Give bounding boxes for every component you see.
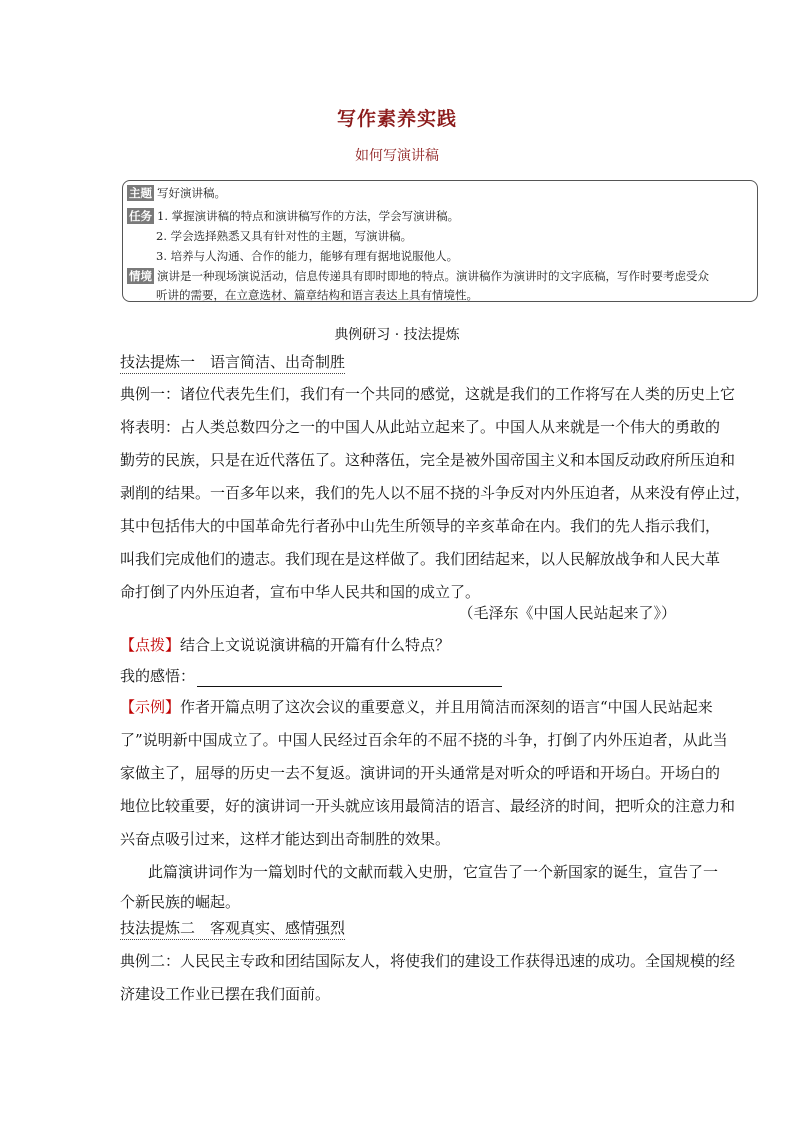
hint-text: 结合上文说说演讲稿的开篇有什么特点？ xyxy=(180,636,451,654)
section-title: 典例研习 · 技法提炼 xyxy=(334,327,460,343)
task-item-3: 3. 培养与人沟通、合作的能力，能够有理有据地说服他人。 xyxy=(156,249,459,263)
context-tag: 情境 xyxy=(129,269,152,283)
sample-line: 了”说明新中国成立了。中国人民经过百余年的不屈不挠的斗争，打倒了内外压迫者，从此当 xyxy=(120,731,728,749)
example1-line: 将表明：占人类总数四分之一的中国人从此站立起来了。中国人从来就是一个伟大的勇敢的 xyxy=(120,418,721,436)
example1-line: 勤劳的民族，只是在近代落伍了。这种落伍，完全是被外国帝国主义和本国反动政府所压迫和 xyxy=(120,451,736,469)
feeling-row xyxy=(120,665,502,687)
task-item-2: 2. 学会选择熟悉又具有针对性的主题，写演讲稿。 xyxy=(156,229,413,243)
sample-line: 兴奋点吸引过来，这样才能达到出奇制胜的效果。 xyxy=(120,830,451,848)
example1-line: 典例一：诸位代表先生们，我们有一个共同的感觉，这就是我们的工作将写在人类的历史上它 xyxy=(120,385,736,403)
citation: （毛泽东《中国人民站起来了》） xyxy=(458,604,676,622)
task-item-1: 1. 掌握演讲稿的特点和演讲稿写作的方法，学会写演讲稿。 xyxy=(157,209,460,223)
example1-line: 剥削的结果。一百多年以来，我们的先人以不屈不挠的斗争反对内外压迫者，从来没有停止过， xyxy=(120,484,751,502)
sample-line: 家做主了，屈辱的历史一去不复返。演讲词的开头通常是对听众的呼语和开场白。开场白的 xyxy=(120,764,721,782)
context-text-1: 演讲是一种现场演说活动，信息传递具有即时即地的特点。演讲稿作为演讲时的文字底稿，写作时要考虑受众 xyxy=(157,269,709,283)
answer-blank-line[interactable] xyxy=(197,670,502,687)
sample-line xyxy=(120,696,713,718)
technique-heading-2: 技法提炼二 客观真实、感情强烈 xyxy=(120,918,345,940)
technique-heading-1: 技法提炼一 语言简洁、出奇制胜 xyxy=(120,352,345,374)
example1-line: 叫我们完成他们的遗志。我们现在是这样做了。我们团结起来，以人民解放战争和人民大革 xyxy=(120,550,721,568)
context-text-2: 听讲的需要，在立意选材、篇章结构和语言表达上具有情境性。 xyxy=(156,288,478,302)
task-row xyxy=(127,207,459,225)
page-subtitle: 如何写演讲稿 xyxy=(355,148,439,164)
example2-line: 济建设工作业已摆在我们面前。 xyxy=(120,985,331,1003)
paragraph2-line: 个新民族的崛起。 xyxy=(120,893,241,911)
sample-tag: 【示例】 xyxy=(120,698,181,716)
info-box xyxy=(122,180,758,302)
hint-row xyxy=(120,634,450,656)
sample-line: 地位比较重要，好的演讲词一开头就应该用最简洁的语言、最经济的时间，把听众的注意力和 xyxy=(120,797,736,815)
feeling-label: 我的感悟： xyxy=(120,667,196,685)
example1-line: 其中包括伟大的中国革命先行者孙中山先生所领导的辛亥革命在内。我们的先人指示我们， xyxy=(120,517,721,535)
sample-text: 作者开篇点明了这次会议的重要意义，并且用简洁而深刻的语言“中国人民站起来 xyxy=(180,698,713,716)
theme-text: 写好演讲稿。 xyxy=(157,186,226,200)
paragraph2-line: 此篇演讲词作为一篇划时代的文献而载入史册，它宣告了一个新国家的诞生，宣告了一 xyxy=(148,863,719,881)
context-row xyxy=(127,267,709,285)
hint-tag: 【点拨】 xyxy=(120,636,181,654)
example2-line: 典例二：人民民主专政和团结国际友人，将使我们的建设工作获得迅速的成功。全国规模的经 xyxy=(120,952,736,970)
theme-row xyxy=(127,184,226,202)
task-tag: 任务 xyxy=(129,209,152,223)
example1-line: 命打倒了内外压迫者，宣布中华人民共和国的成立了。 xyxy=(120,583,481,601)
theme-tag: 主题 xyxy=(129,186,152,200)
page-title: 写作素养实践 xyxy=(336,108,457,130)
